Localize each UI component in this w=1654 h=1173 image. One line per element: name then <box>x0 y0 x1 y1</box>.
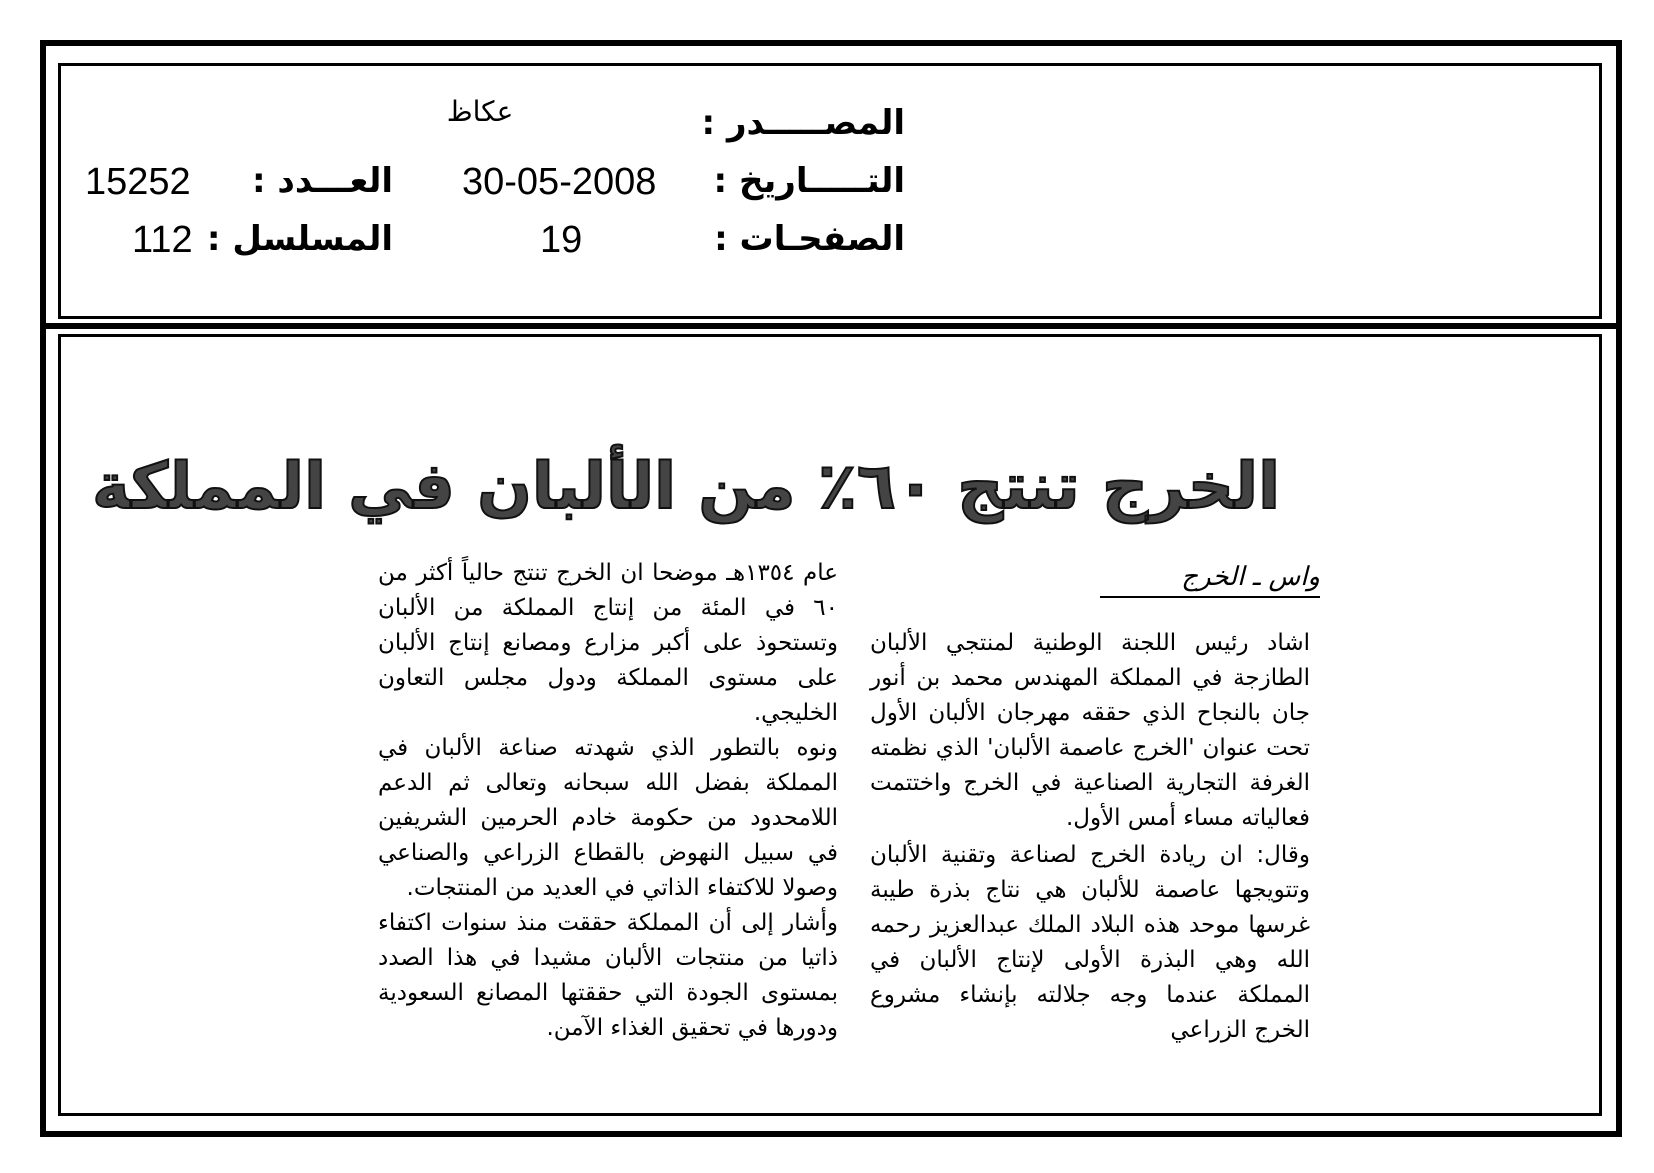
header-divider <box>40 323 1622 329</box>
source-value: عكاظ <box>446 95 514 128</box>
paragraph: اشاد رئيس اللجنة الوطنية لمنتجي الألبان الطازجة في المملكة المهندس محمد بن أنور جان بالنجاح الذي حققه مهرجان الألبان الأول تحت عنوان 'الخرج عاصمة الألبان' الذي نظمته الغرفة التجارية الصناعية في الخرج واختتمت فعالياته مساء أمس الأول. <box>870 630 1310 831</box>
article-headline: الخرج تنتج ٦٠٪ من الألبان في المملكة <box>92 450 1280 524</box>
paragraph: وقال: ان ريادة الخرج لصناعة وتقنية الألبان وتتويجها عاصمة للألبان هي نتاج بذرة طيبة غرسها موحد هذه البلاد الملك عبدالعزيز رحمه الله وهي البذرة الأولى لإنتاج الألبان في المملكة عندما وجه جلالته بإنشاء مشروع الخرج الزراعي <box>870 842 1310 1043</box>
paragraph: ونوه بالتطور الذي شهدته صناعة الألبان في المملكة بفضل الله سبحانه وتعالى ثم الدعم اللامحدود من حكومة خادم الحرمين الشريفين في سبيل النهوض بالقطاع الزراعي والصناعي وصولا للاكتفاء الذاتي في العديد من المنتجات. <box>378 735 838 901</box>
paragraph: وأشار إلى أن المملكة حققت منذ سنوات اكتفاء ذاتيا من منتجات الألبان مشيدا في هذا الصدد بمستوى الجودة التي حققتها المصانع السعودية ودورها في تحقيق الغذاء الآمن. <box>378 910 838 1041</box>
issue-label: العـــدد : <box>252 161 393 201</box>
pages-value: 19 <box>540 219 583 261</box>
article-column-left <box>378 556 838 1046</box>
serial-value: 112 <box>132 219 193 261</box>
date-value: 30-05-2008 <box>462 161 657 203</box>
paragraph: عام ١٣٥٤هـ موضحا ان الخرج تنتج حالياً أكثر من ٦٠ في المئة من إنتاج المملكة من الألبان وتستحوذ على أكبر مزارع ومصانع إنتاج الألبان على مستوى المملكة ودول مجلس التعاون الخليجي. <box>378 560 838 726</box>
issue-value: 15252 <box>85 161 191 203</box>
article-column-right <box>870 626 1310 1048</box>
article-byline: واس ـ الخرج <box>1100 562 1320 598</box>
source-label: المصـــــدر : <box>701 103 905 143</box>
serial-label: المسلسل : <box>206 219 393 259</box>
date-label: التـــــاريخ : <box>713 161 905 201</box>
pages-label: الصفحـات : <box>714 219 905 259</box>
